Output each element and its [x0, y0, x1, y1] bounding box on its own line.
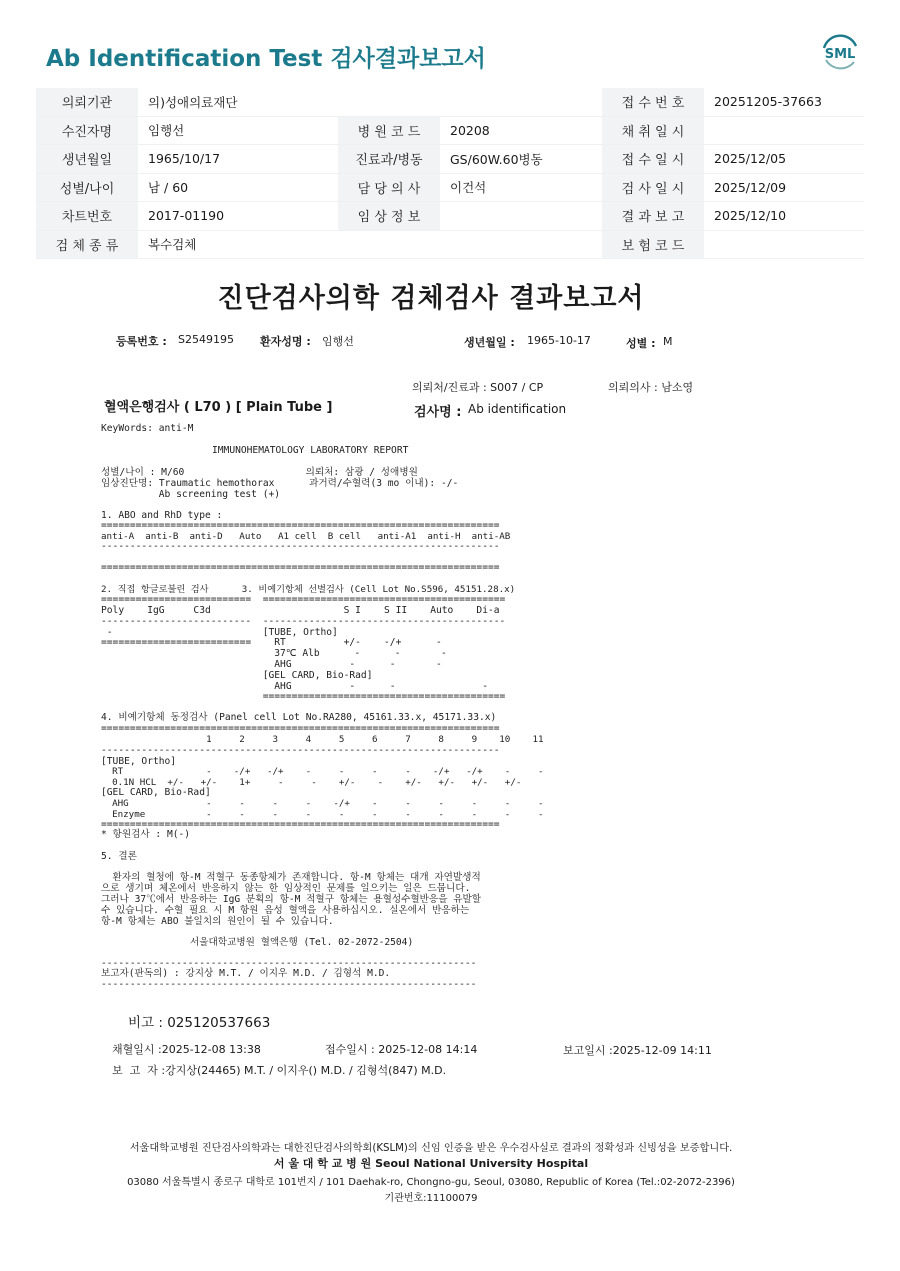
org-number: 기관번호:11100079 [384, 1193, 478, 1204]
info-value: 2025/12/09 [704, 173, 864, 202]
report-time: 보고일시 :2025-12-09 14:11 [563, 1044, 712, 1057]
info-label: 임 상 정 보 [338, 202, 440, 231]
test-category: 혈액은행검사 ( L70 ) [ Plain Tube ] [104, 400, 333, 415]
receive-time: 접수일시 : 2025-12-08 14:14 [325, 1043, 478, 1056]
info-label: 담 당 의 사 [338, 173, 440, 202]
report-line: 성별/나이 : M/60 의뢰처: 삼광 / 성애병원 [101, 467, 418, 478]
report-line: ========================== ========================================== [101, 594, 506, 605]
test-name-value: Ab identification [468, 402, 567, 416]
name-value: 임행선 [322, 335, 354, 348]
report-line: --------------------------------------------------------------------- [101, 541, 500, 552]
dept-info: 의뢰처/진료과 : S007 / CP [412, 381, 544, 394]
info-label: 검 체 종 류 [36, 230, 138, 259]
report-line: 항-M 항체는 ABO 불일치의 원인이 될 수 있습니다. [101, 916, 334, 927]
report-line: - [TUBE, Ortho] [101, 627, 338, 638]
info-value: 임행선 [138, 116, 338, 145]
report-line: 4. 비예기항체 동정검사 (Panel cell Lot No.RA280, 45161.33.x, 45171.33.x) [101, 712, 497, 723]
report-line: 임상진단명: Traumatic hemothorax 과거력/수혈력(3 mo 이내): -/- [101, 478, 459, 489]
report-line: KeyWords: anti-M [101, 423, 194, 434]
dob-value: 1965-10-17 [527, 334, 591, 347]
hospital-address: 03080 서울특별시 종로구 대학로 101번지 / 101 Daehak-ro, Chongno-gu, Seoul, 03080, Republic of Korea (Tel.:02-2072-2396) [127, 1177, 735, 1188]
info-label: 결 과 보 고 [602, 202, 704, 231]
info-value: 2025/12/05 [704, 145, 864, 174]
report-line: ===================================================================== [101, 562, 500, 573]
report-title: 진단검사의학 검체검사 결과보고서 [217, 283, 645, 314]
info-label: 검 사 일 시 [602, 173, 704, 202]
report-line: Ab screening test (+) [101, 489, 281, 500]
collect-time: 채혈일시 :2025-12-08 13:38 [112, 1043, 261, 1056]
report-line: ===================================================================== [101, 723, 500, 734]
report-line: 37℃ Alb - - - [101, 648, 447, 659]
info-value [704, 230, 864, 259]
test-name-label: 검사명 : [414, 405, 462, 420]
info-value: 의)성애의료재단 [138, 88, 602, 116]
info-value [440, 202, 602, 231]
report-line: 수 있습니다. 수혈 필요 시 M 항원 음성 혈액을 사용하십시오. 실온에서 반응하는 [101, 905, 470, 916]
info-row [36, 116, 864, 145]
patient-info-table [36, 88, 864, 259]
report-line: 5. 결론 [101, 851, 137, 862]
report-line: [GEL CARD, Bio-Rad] [101, 787, 211, 798]
report-line: 1 2 3 4 5 6 7 8 9 10 11 [101, 734, 544, 745]
report-line: ----------------------------------------------------------------- [101, 979, 477, 990]
report-line: AHG - - - - -/+ - - - - - - [101, 798, 544, 809]
sex-value: M [663, 335, 673, 348]
info-label: 접 수 번 호 [602, 88, 704, 116]
info-value: 1965/10/17 [138, 145, 338, 174]
info-value: 2025/12/10 [704, 202, 864, 231]
info-label: 의뢰기관 [36, 88, 138, 116]
report-line: ----------------------------------------------------------------- [101, 958, 477, 969]
info-label: 차트번호 [36, 202, 138, 231]
report-line: -------------------------- ------------------------------------------ [101, 616, 506, 627]
report-line: ===================================================================== [101, 520, 500, 531]
info-value: 20208 [440, 116, 602, 145]
info-label: 성별/나이 [36, 173, 138, 202]
report-line: --------------------------------------------------------------------- [101, 745, 500, 756]
info-label: 병 원 코 드 [338, 116, 440, 145]
report-line: [TUBE, Ortho] [101, 756, 177, 767]
report-line: 으로 생기며 체온에서 반응하지 않는 한 임상적인 문제를 일으키는 일은 드뭅니다. [101, 883, 471, 894]
page-title: Ab Identification Test 검사결과보고서 [46, 46, 486, 72]
reg-value: S2549195 [178, 333, 234, 346]
report-line: AHG - - - [101, 659, 442, 670]
report-line: 그러나 37℃에서 반응하는 IgG 분획의 항-M 적혈구 항체는 용혈성수혈반응을 유발할 [101, 894, 482, 905]
reg-label: 등록번호 : [116, 335, 167, 348]
svg-text:SML: SML [824, 47, 856, 62]
info-label: 접 수 일 시 [602, 145, 704, 174]
info-value: GS/60W.60병동 [440, 145, 602, 174]
remark: 비고 : 025120537663 [128, 1015, 271, 1031]
report-line: AHG - - - [101, 681, 488, 692]
info-row [36, 173, 864, 202]
info-label: 보 험 코 드 [602, 230, 704, 259]
info-row [36, 230, 864, 259]
info-label: 수진자명 [36, 116, 138, 145]
dob-label: 생년월일 : [464, 336, 515, 349]
doctor-info: 의뢰의사 : 남소영 [608, 381, 694, 394]
info-value: 이건석 [440, 173, 602, 202]
info-label: 생년월일 [36, 145, 138, 174]
info-row [36, 88, 864, 116]
report-line: Poly IgG C3d S I S II Auto Di-a [101, 605, 500, 616]
report-line: 2. 직접 항글로불린 검사 3. 비예기항체 선별검사 (Cell Lot No.S596, 45151.28.x) [101, 584, 516, 595]
report-line: IMMUNOHEMATOLOGY LABORATORY REPORT [212, 445, 409, 456]
report-line: anti-A anti-B anti-D Auto A1 cell B cell anti-A1 anti-H anti-AB [101, 531, 511, 542]
report-line: 0.1N HCL +/- +/- 1+ - - +/- - +/- +/- +/- +/- [101, 777, 522, 788]
info-value: 복수검체 [138, 230, 602, 259]
info-value: 20251205-37663 [704, 88, 864, 116]
report-line: Enzyme - - - - - - - - - - - [101, 809, 544, 820]
info-label: 진료과/병동 [338, 145, 440, 174]
report-line: ========================================== [101, 691, 506, 702]
report-line: 서울대학교병원 혈액은행 (Tel. 02-2072-2504) [190, 937, 414, 948]
report-line: 1. ABO and RhD type : [101, 510, 223, 521]
info-row [36, 202, 864, 231]
hospital-name: 서 울 대 학 교 병 원 Seoul National University Hospital [273, 1157, 589, 1170]
report-line: 보고자(판독의) : 강지상 M.T. / 이지우 M.D. / 김형석 M.D. [101, 968, 391, 979]
certification-text: 서울대학교병원 진단검사의학과는 대한진단검사의학회(KSLM)의 신임 인증을 받은 우수검사실로 결과의 정확성과 신빙성을 보증합니다. [129, 1143, 733, 1154]
report-line: RT - -/+ -/+ - - - - -/+ -/+ - - [101, 766, 544, 777]
report-line: ===================================================================== [101, 819, 500, 830]
report-line: [GEL CARD, Bio-Rad] [101, 670, 373, 681]
sex-label: 성별 : [626, 337, 656, 350]
reporter: 보 고 자 :강지상(24465) M.T. / 이지우() M.D. / 김형석(847) M.D. [112, 1064, 447, 1077]
sml-logo [818, 30, 862, 74]
report-line: ========================== RT +/- -/+ - [101, 637, 442, 648]
info-label: 채 취 일 시 [602, 116, 704, 145]
name-label: 환자성명 : [260, 335, 311, 348]
report-line: * 항원검사 : M(-) [101, 829, 191, 840]
report-line: 환자의 혈청에 항-M 적혈구 동종항체가 존재합니다. 항-M 항체는 대개 자연발생적 [101, 872, 481, 883]
info-value: 남 / 60 [138, 173, 338, 202]
info-value [704, 116, 864, 145]
info-row [36, 145, 864, 174]
info-value: 2017-01190 [138, 202, 338, 231]
